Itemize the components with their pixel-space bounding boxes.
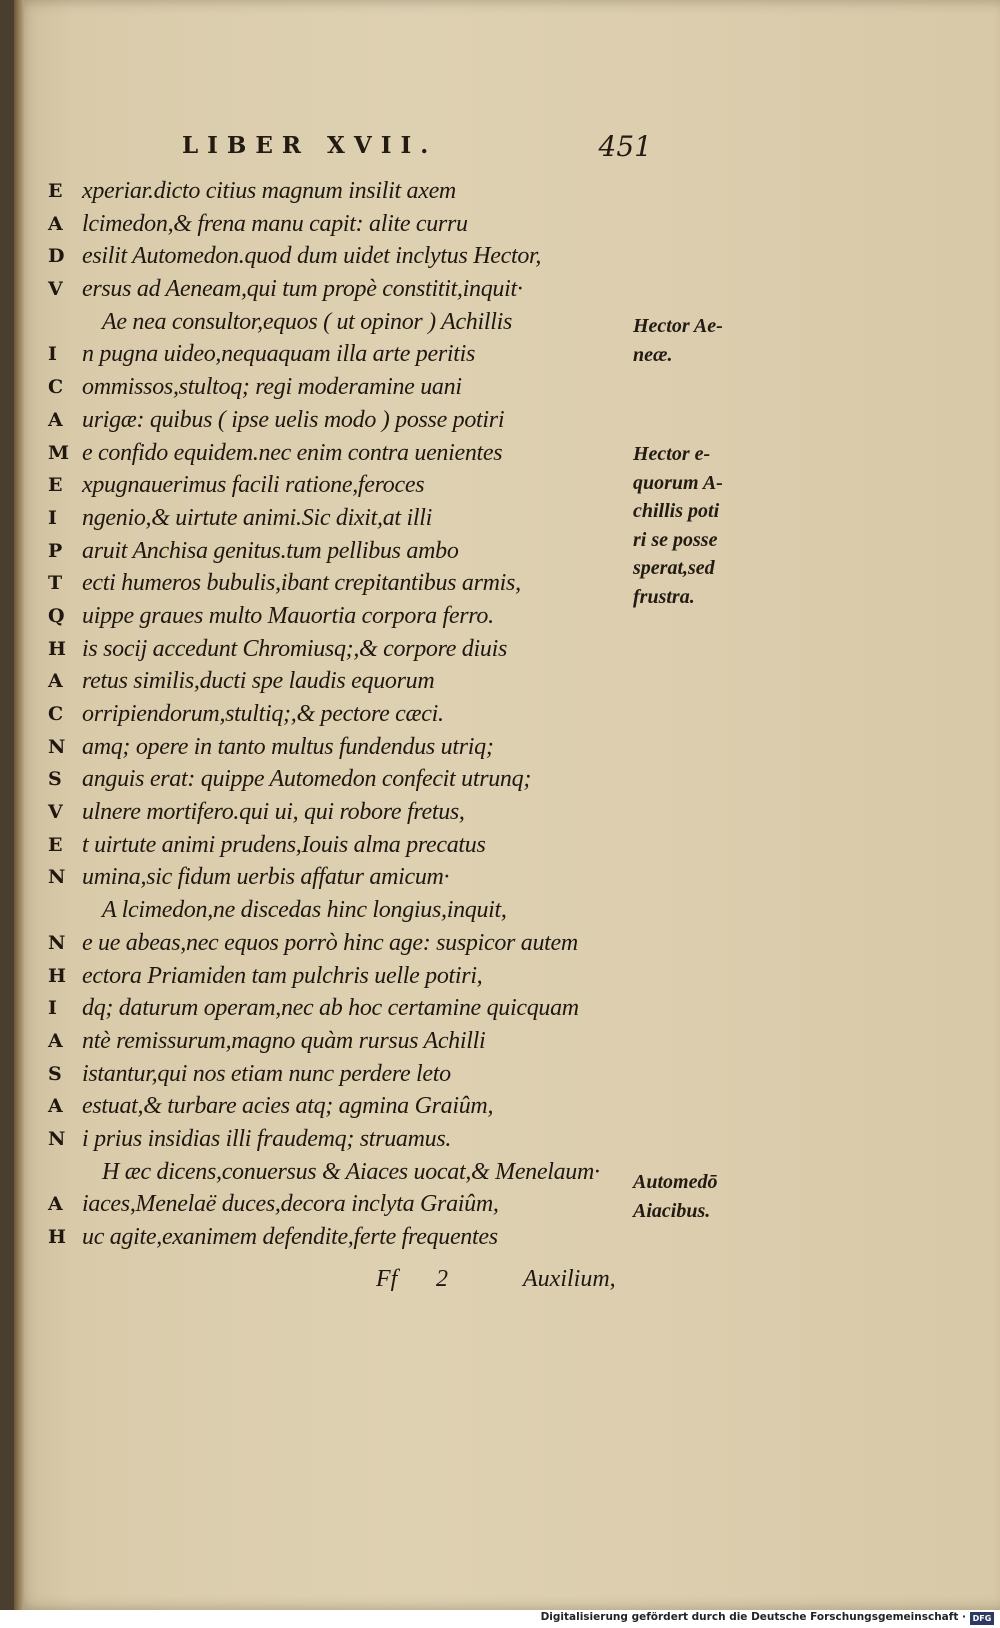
verse-line-text: dq; daturum operam,nec ab hoc certamine quicquam xyxy=(82,995,579,1022)
acrostic-initial: C xyxy=(48,703,64,725)
signature-number: 2 xyxy=(436,1266,448,1292)
page-number: 451 xyxy=(598,130,652,163)
verse-line xyxy=(48,339,638,372)
acrostic-initial: I xyxy=(48,506,57,529)
verse-line xyxy=(48,895,638,928)
acrostic-initial: V xyxy=(48,278,63,301)
verse-line xyxy=(48,274,638,307)
verse-line-text: esilit Automedon.quod dum uidet inclytus Hector, xyxy=(82,243,542,270)
verse-line-text: umina,sic fidum uerbis affatur amicum· xyxy=(82,864,450,891)
margin-note-2: Hector e- quorum A- chillis poti ri se posse sperat,sed frustra. xyxy=(633,443,723,608)
verse-text-block xyxy=(48,176,638,1255)
verse-line-text: H æc dicens,conuersus & Aiaces uocat,& Menelaum· xyxy=(102,1158,600,1185)
verse-line-text: iaces,Menelaë duces,decora inclyta Graiûm, xyxy=(82,1191,499,1218)
acrostic-initial: A xyxy=(48,670,63,693)
verse-line-text: urigæ: quibus ( ipse uelis modo ) posse potiri xyxy=(82,406,505,433)
digitization-footer xyxy=(0,1610,1000,1628)
verse-line-text: anguis erat: quippe Automedon confecit utrunq; xyxy=(82,766,532,793)
verse-line-text: n pugna uideo,nequaquam illa arte peritis xyxy=(82,341,476,368)
margin-note-1: Hector Ae- neæ. xyxy=(633,315,723,366)
verse-line-text: lcimedon,& frena manu capit: alite curru xyxy=(82,210,468,237)
verse-line-text: orripiendorum,stultiq;,& pectore cæci. xyxy=(82,701,444,727)
verse-line-text: ecti humeros bubulis,ibant crepitantibus armis, xyxy=(82,570,521,597)
acrostic-initial: A xyxy=(48,408,63,431)
verse-line-text: Ae nea consultor,equos ( ut opinor ) Achillis xyxy=(102,308,513,335)
verse-line xyxy=(48,862,638,895)
acrostic-initial: M xyxy=(48,441,70,464)
verse-line xyxy=(48,928,638,961)
verse-line xyxy=(48,634,638,667)
verse-line xyxy=(48,1091,638,1124)
margin-note-3: Automedō Aiacibus. xyxy=(633,1171,718,1222)
verse-line-text: is socij accedunt Chromiusq;,& corpore diuis xyxy=(82,635,507,662)
verse-line-text: ommissos,stultoq; regi moderamine uani xyxy=(82,374,462,401)
acrostic-initial: E xyxy=(48,180,63,202)
verse-line-text: xperiar.dicto citius magnum insilit axem xyxy=(82,178,456,204)
verse-line xyxy=(48,503,638,536)
verse-line-text: xpugnauerimus facili ratione,feroces xyxy=(82,472,425,499)
verse-line-text: amq; opere in tanto multus fundendus utriq; xyxy=(82,733,494,760)
book-section-title: LIBER XVII. xyxy=(182,132,438,159)
running-head xyxy=(182,132,652,166)
verse-line-text: A lcimedon,ne discedas hinc longius,inquit, xyxy=(102,897,507,924)
verse-line xyxy=(48,601,638,634)
acrostic-initial: V xyxy=(48,801,63,824)
acrostic-initial: P xyxy=(48,539,63,562)
verse-line-text: ngenio,& uirtute animi.Sic dixit,at illi xyxy=(82,504,432,531)
acrostic-initial: D xyxy=(48,245,65,268)
verse-line xyxy=(48,1189,638,1222)
acrostic-initial: S xyxy=(48,1062,62,1085)
verse-line-text: uc agite,exanimem defendite,ferte frequentes xyxy=(82,1224,498,1250)
verse-line xyxy=(48,1124,638,1157)
verse-line-text: retus similis,ducti spe laudis equorum xyxy=(82,668,435,695)
verse-line xyxy=(48,699,638,732)
verse-line xyxy=(48,438,638,471)
verse-line-text: e confido equidem.nec enim contra uenientes xyxy=(82,439,503,466)
verse-line xyxy=(48,209,638,242)
verse-line xyxy=(48,307,638,340)
acrostic-initial: A xyxy=(48,1029,63,1052)
verse-line xyxy=(48,405,638,438)
page-gutter-edge xyxy=(14,0,24,1610)
verse-line xyxy=(48,1026,638,1059)
verse-line xyxy=(48,1157,638,1190)
acrostic-initial: N xyxy=(48,735,66,758)
verse-line xyxy=(48,993,638,1026)
verse-line xyxy=(48,176,638,209)
verse-line xyxy=(48,732,638,765)
acrostic-initial: A xyxy=(48,212,63,235)
verse-line xyxy=(48,568,638,601)
acrostic-initial: E xyxy=(48,474,63,497)
dfg-logo: DFG xyxy=(970,1612,994,1625)
funding-credit: Digitalisierung gefördert durch die Deutsche Forschungsgemeinschaft · xyxy=(540,1611,966,1623)
acrostic-initial: A xyxy=(48,1095,63,1118)
verse-line xyxy=(48,470,638,503)
acrostic-initial: N xyxy=(48,1127,66,1150)
verse-line-text: aruit Anchisa genitus.tum pellibus ambo xyxy=(82,537,459,564)
acrostic-initial: I xyxy=(48,343,57,366)
verse-line xyxy=(48,764,638,797)
acrostic-initial: C xyxy=(48,376,64,399)
verse-line xyxy=(48,961,638,994)
verse-line-text: ectora Priamiden tam pulchris uelle potiri, xyxy=(82,962,483,989)
verse-line-text: i prius insidias illi fraudemq; struamus. xyxy=(82,1125,452,1152)
verse-line xyxy=(48,372,638,405)
verse-line-text: uippe graues multo Mauortia corpora ferro. xyxy=(82,602,494,629)
catchword: Auxilium, xyxy=(523,1266,616,1292)
acrostic-initial: S xyxy=(48,768,62,791)
verse-line-text: t uirtute animi prudens,Iouis alma precatus xyxy=(82,831,486,858)
acrostic-initial: N xyxy=(48,866,66,889)
verse-line xyxy=(48,536,638,569)
verse-line xyxy=(48,797,638,830)
verse-line-text: ntè remissurum,magno quàm rursus Achilli xyxy=(82,1027,486,1054)
acrostic-initial: H xyxy=(48,1226,66,1248)
verse-line xyxy=(48,1059,638,1092)
acrostic-initial: A xyxy=(48,1193,63,1216)
signature-mark: Ff xyxy=(376,1266,398,1292)
acrostic-initial: Q xyxy=(48,604,65,627)
verse-line-text: ulnere mortifero.qui ui, qui robore fretus, xyxy=(82,799,465,826)
verse-line-text: estuat,& turbare acies atq; agmina Graiûm, xyxy=(82,1093,494,1120)
acrostic-initial: H xyxy=(48,964,66,987)
acrostic-initial: T xyxy=(48,572,63,595)
acrostic-initial: H xyxy=(48,637,66,660)
verse-line xyxy=(48,1222,638,1255)
acrostic-initial: E xyxy=(48,833,63,856)
verse-line-text: istantur,qui nos etiam nunc perdere leto xyxy=(82,1060,451,1087)
verse-line xyxy=(48,830,638,863)
verse-line xyxy=(48,241,638,274)
acrostic-initial: I xyxy=(48,997,57,1020)
acrostic-initial: N xyxy=(48,931,66,954)
verse-line xyxy=(48,666,638,699)
verse-line-text: e ue abeas,nec equos porrò hinc age: suspicor autem xyxy=(82,929,578,956)
verse-line-text: ersus ad Aeneam,qui tum propè constitit,inquit· xyxy=(82,276,523,303)
